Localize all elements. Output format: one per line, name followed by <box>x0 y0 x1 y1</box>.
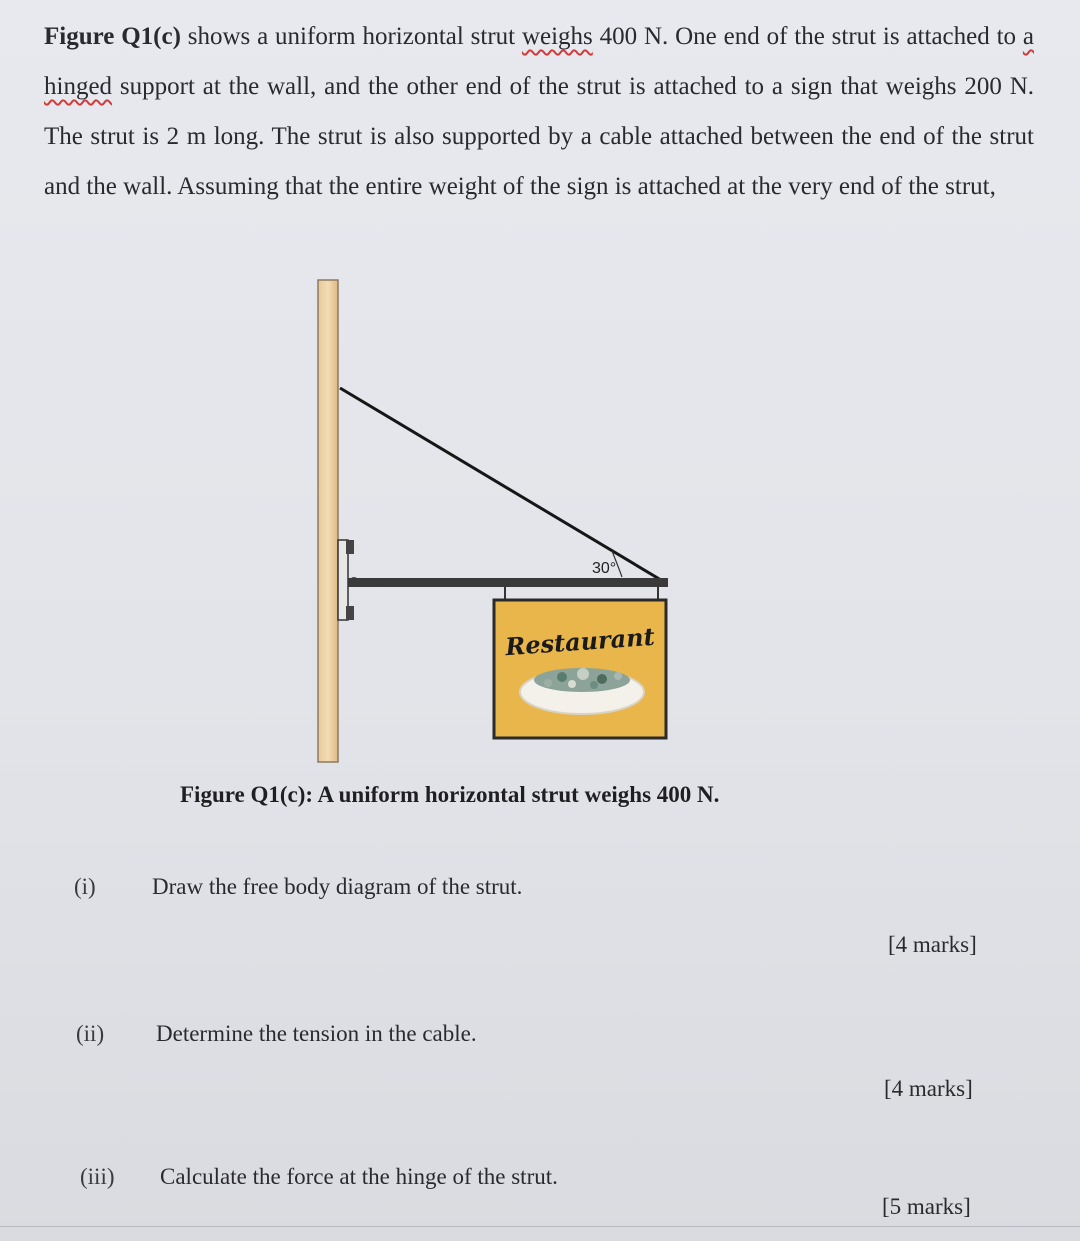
wall <box>318 280 338 762</box>
cable <box>340 388 666 583</box>
strut <box>348 578 668 587</box>
page-divider <box>0 1226 1080 1227</box>
sign-text: Restaurant <box>504 621 656 662</box>
restaurant-sign <box>494 600 666 738</box>
figure-reference: Figure Q1(c) <box>44 23 181 50</box>
marks-ii: [4 marks] <box>884 1076 973 1101</box>
statement-text-3: support at the wall, and the other end of the strut is attached to a sign that weighs 200 N. The strut is 2 m long. The strut is also supported by a cable attached between the end of the strut and the wall. Assuming that the entire weight of the sign is attached at the very end of the strut, <box>44 73 1034 200</box>
statement-text-1: shows a uniform horizontal strut <box>180 23 522 50</box>
question-text-iii: Calculate the force at the hinge of the strut. <box>160 1164 558 1189</box>
marks-i: [4 marks] <box>888 932 977 957</box>
strut-diagram-svg <box>300 272 680 772</box>
statement-word-weighs: weighs <box>521 23 593 50</box>
figure-caption: Figure Q1(c): A uniform horizontal strut weighs 400 N. <box>180 782 720 807</box>
question-number-i: (i) <box>74 874 96 899</box>
marks-iii: [5 marks] <box>882 1194 971 1219</box>
statement-word-hinged: a hinged <box>44 23 1034 100</box>
angle-label: 30° <box>592 560 617 577</box>
statement-text-2: 400 N. One end of the strut is attached to <box>592 23 1023 50</box>
question-text-ii: Determine the tension in the cable. <box>156 1021 477 1046</box>
question-number-iii: (iii) <box>80 1164 115 1189</box>
strut-diagram <box>300 272 680 772</box>
question-number-ii: (ii) <box>76 1021 105 1046</box>
question-text-i: Draw the free body diagram of the strut. <box>152 874 523 899</box>
problem-statement <box>44 12 1034 212</box>
salad-bowl-icon <box>520 668 644 714</box>
